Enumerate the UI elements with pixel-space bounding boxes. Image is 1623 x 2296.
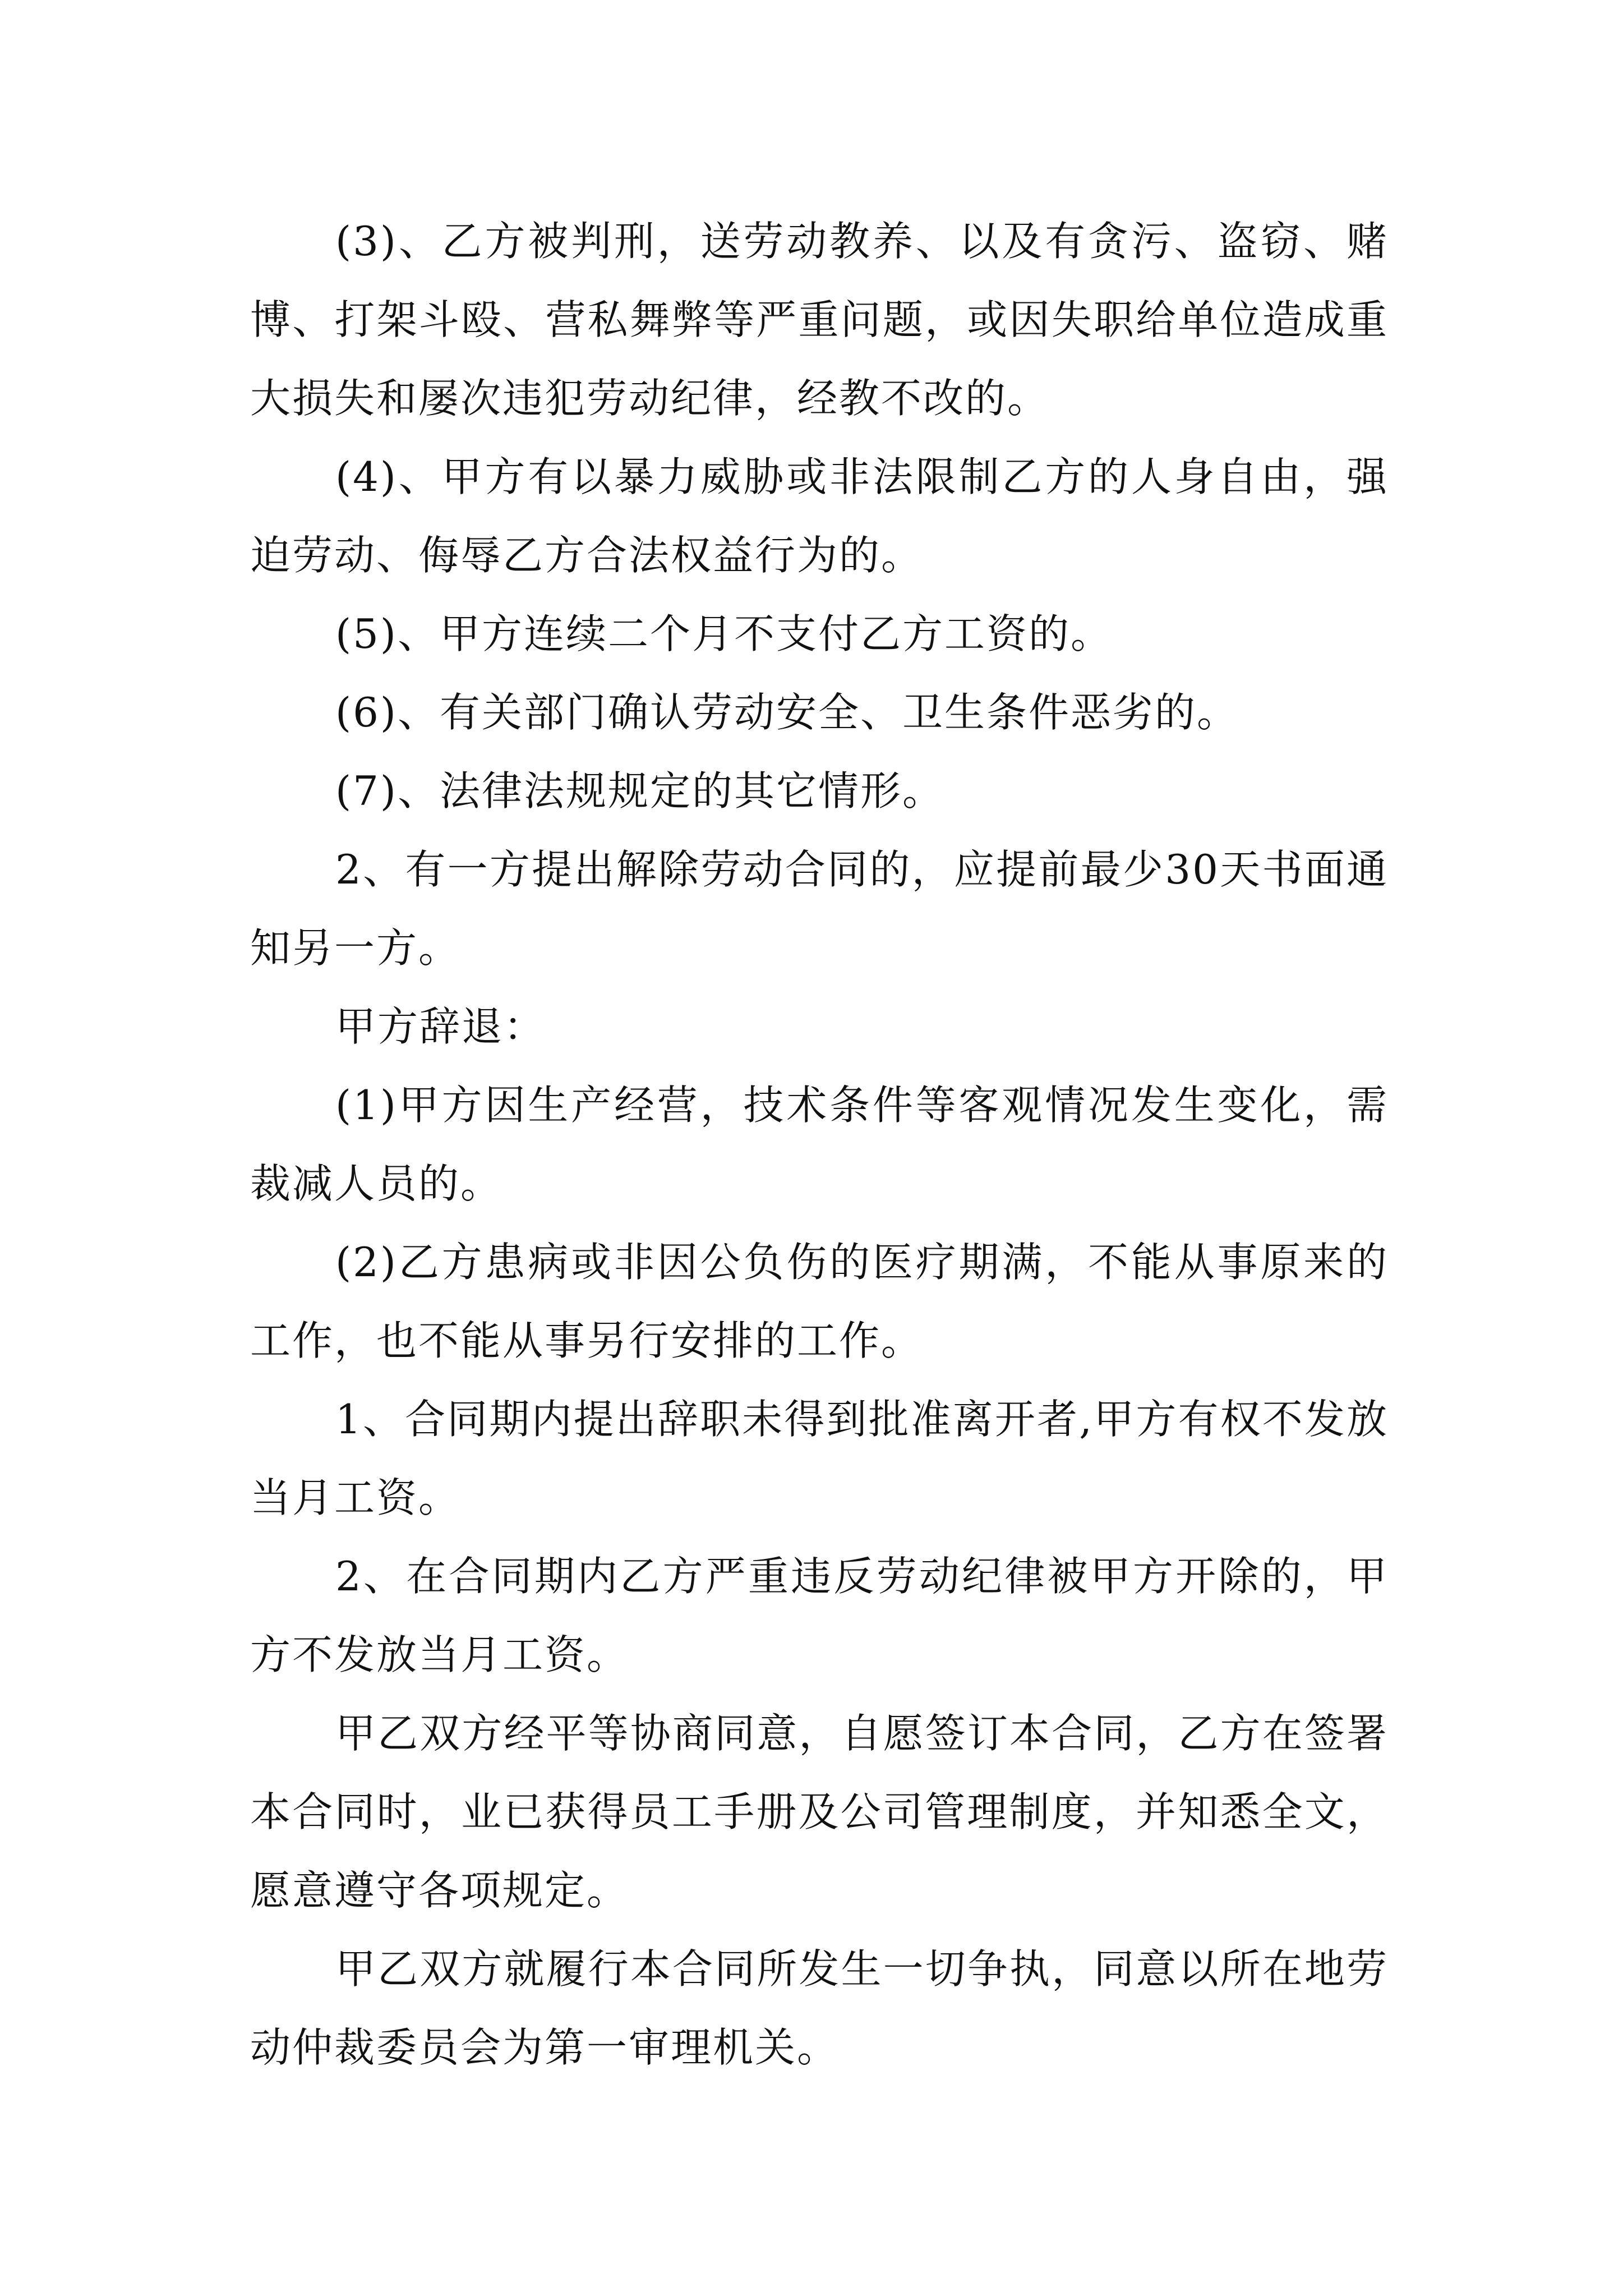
clause-3-conviction: (3)、乙方被判刑，送劳动教养、以及有贪污、盗窃、赌博、打架斗殴、营私舞弊等严重问题，或因失职给单位造成重大损失和屡次违犯劳动纪律，经教不改的。 <box>250 218 1389 422</box>
clause-5-unpaid-wages: (5)、甲方连续二个月不支付乙方工资的。 <box>335 610 1113 657</box>
termination-notice-paragraph: 2、有一方提出解除劳动合同的，应提前最少30天书面通知另一方。 <box>250 846 1389 972</box>
dismissal-clause-1: (1)甲方因生产经营，技术条件等客观情况发生变化，需裁减人员的。 <box>250 1082 1389 1207</box>
clause-6-unsafe-conditions: (6)、有关部门确认劳动安全、卫生条件恶劣的。 <box>335 689 1239 736</box>
dismissal-clause-2: (2)乙方患病或非因公负伤的医疗期满，不能从事原来的工作，也不能从事另行安排的工作。 <box>250 1239 1389 1364</box>
clause-4-coercion: (4)、甲方有以暴力威胁或非法限制乙方的人身自由，强迫劳动、侮辱乙方合法权益行为的。 <box>250 453 1389 579</box>
resignation-wage-paragraph: 1、合同期内提出辞职未得到批准离开者,甲方有权不发放当月工资。 <box>250 1396 1389 1521</box>
agreement-paragraph: 甲乙双方经平等协商同意，自愿签订本合同，乙方在签署本合同时，业已获得员工手册及公司管理制度，并知悉全文，愿意遵守各项规定。 <box>250 1710 1389 1914</box>
document-body <box>250 202 1389 2087</box>
clause-7-other-cases: (7)、法律法规规定的其它情形。 <box>335 767 944 815</box>
expulsion-wage-paragraph: 2、在合同期内乙方严重违反劳动纪律被甲方开除的，甲方不发放当月工资。 <box>250 1553 1389 1678</box>
dismissal-heading: 甲方辞退： <box>335 1003 546 1050</box>
dispute-arbitration-paragraph: 甲乙双方就履行本合同所发生一切争执，同意以所在地劳动仲裁委员会为第一审理机关。 <box>250 1945 1389 2071</box>
